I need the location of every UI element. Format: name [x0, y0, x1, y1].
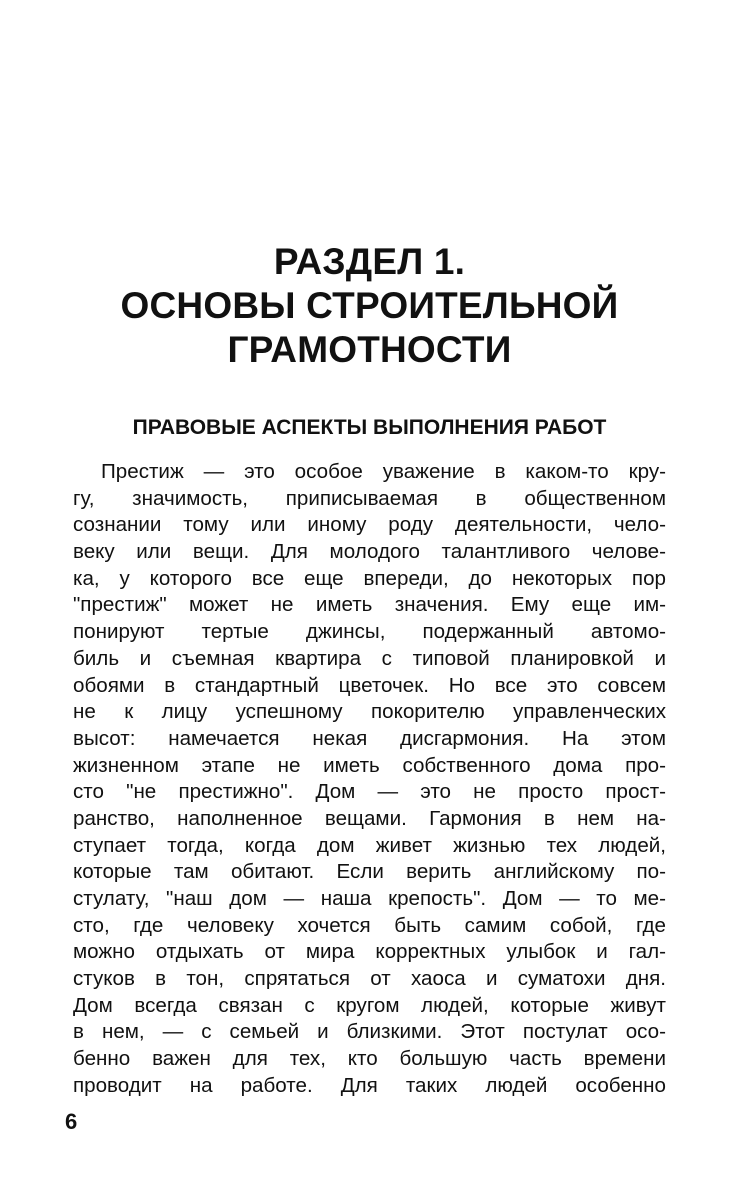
body-line: веку или вещи. Для молодого талантливого челове- — [73, 540, 666, 564]
body-line: высот: намечается некая дисгармония. На этом — [73, 726, 666, 750]
chapter-title-line-3: ГРАМОТНОСТИ — [227, 329, 512, 370]
body-line: можно отдыхать от мира корректных улыбок и гал- — [73, 940, 666, 964]
body-line: стулату, "наш дом — наша крепость". Дом — то ме- — [73, 887, 666, 910]
chapter-title-line-1: РАЗДЕЛ 1. — [273, 241, 466, 282]
body-line: обоями в стандартный цветочек. Но все это совсем — [73, 673, 666, 697]
chapter-title-line-2: ОСНОВЫ СТРОИТЕЛЬНОЙ — [120, 285, 619, 326]
body-line: проводит на работе. Для таких людей особенно — [73, 1073, 666, 1097]
body-line: сознании тому или иному роду деятельности, чело- — [73, 513, 666, 537]
body-line: сто, где человеку хочется быть самим собой, где — [73, 913, 666, 937]
body-line: биль и съемная квартира с типовой планировкой и — [73, 646, 666, 670]
body-line: жизненном этапе не иметь собственного дома про- — [73, 753, 666, 777]
body-line: ка, у которого все еще впереди, до некоторых пор — [73, 566, 666, 590]
body-line: "престиж" может не иметь значения. Ему еще им- — [73, 593, 666, 617]
body-line: которые там обитают. Если верить английскому по- — [73, 860, 666, 884]
body-line: гу, значимость, приписываемая в общественном — [73, 486, 666, 510]
body-line: ступает тогда, когда дом живет жизнью тех людей, — [73, 833, 666, 857]
body-line: стуков в тон, спрятаться от хаоса и суматохи дня. — [73, 967, 666, 991]
body-line: понируют тертые джинсы, подержанный автомо- — [73, 620, 666, 644]
body-text — [73, 459, 666, 1100]
section-heading: ПРАВОВЫЕ АСПЕКТЫ ВЫПОЛНЕНИЯ РАБОТ — [132, 416, 607, 439]
body-line: не к лицу успешному покорителю управленческих — [73, 700, 666, 724]
body-line: Престиж — это особое уважение в каком-то кру- — [101, 460, 666, 483]
page-number: 6 — [65, 1109, 78, 1134]
chapter-title — [0, 240, 739, 372]
body-line: в нем, — с семьей и близкими. Этот постулат осо- — [73, 1020, 666, 1044]
body-line: бенно важен для тех, кто большую часть времени — [73, 1047, 666, 1071]
body-line: Дом всегда связан с кругом людей, которые живут — [73, 993, 666, 1017]
body-line: ранство, наполненное вещами. Гармония в нем на- — [73, 806, 666, 830]
body-line: сто "не престижно". Дом — это не просто прост- — [73, 780, 666, 804]
